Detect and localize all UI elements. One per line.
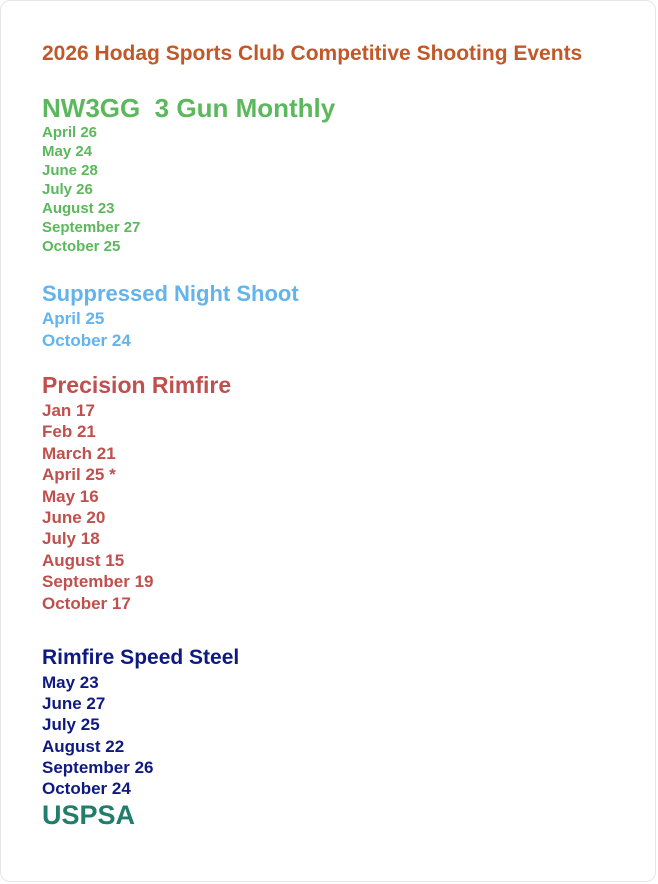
section-heading-precision-rimfire: Precision Rimfire xyxy=(42,372,232,398)
section-suppressed-night-shoot xyxy=(42,280,299,351)
event-date: May 23 xyxy=(42,673,99,692)
event-date: August 22 xyxy=(42,736,125,756)
event-date: July 25 xyxy=(42,715,100,735)
event-date: June 20 xyxy=(42,508,106,528)
section-heading-uspsa: USPSA xyxy=(42,800,136,830)
event-date: August 23 xyxy=(42,200,115,217)
date-list-nw3gg xyxy=(42,123,335,256)
event-date: October 24 xyxy=(42,779,131,799)
event-date: Jan 17 xyxy=(42,401,95,420)
event-date: October 17 xyxy=(42,593,131,613)
event-date: September 19 xyxy=(42,572,154,592)
section-heading-nw3gg: NW3GG 3 Gun Monthly xyxy=(42,93,336,123)
date-list-night-shoot xyxy=(42,308,299,351)
event-date: August 15 xyxy=(42,550,125,570)
date-list-precision-rimfire xyxy=(42,400,231,614)
event-date: June 28 xyxy=(42,162,98,179)
event-date: June 27 xyxy=(42,694,106,714)
section-precision-rimfire xyxy=(42,371,231,614)
page-title: 2026 Hodag Sports Club Competitive Shooting Events xyxy=(42,42,583,65)
event-date: July 18 xyxy=(42,529,100,549)
section-heading-night-shoot: Suppressed Night Shoot xyxy=(42,281,299,306)
event-date: April 25 xyxy=(42,309,105,328)
event-date: May 16 xyxy=(42,486,99,506)
event-date: May 24 xyxy=(42,143,93,160)
event-date: October 25 xyxy=(42,238,121,255)
event-date: September 27 xyxy=(42,219,141,236)
date-list-rimfire-speed-steel xyxy=(42,672,239,799)
section-rimfire-speed-steel xyxy=(42,645,239,799)
event-date: September 26 xyxy=(42,757,154,777)
section-heading-rimfire-speed-steel: Rimfire Speed Steel xyxy=(42,646,240,669)
section-nw3gg-3-gun-monthly xyxy=(42,93,335,256)
event-date: March 21 xyxy=(42,443,116,463)
event-date: July 26 xyxy=(42,181,93,198)
event-date: April 26 xyxy=(42,124,98,141)
event-date: Feb 21 xyxy=(42,422,96,442)
section-uspsa xyxy=(42,798,135,832)
event-date: October 24 xyxy=(42,330,131,350)
event-date: April 25 * xyxy=(42,465,116,485)
